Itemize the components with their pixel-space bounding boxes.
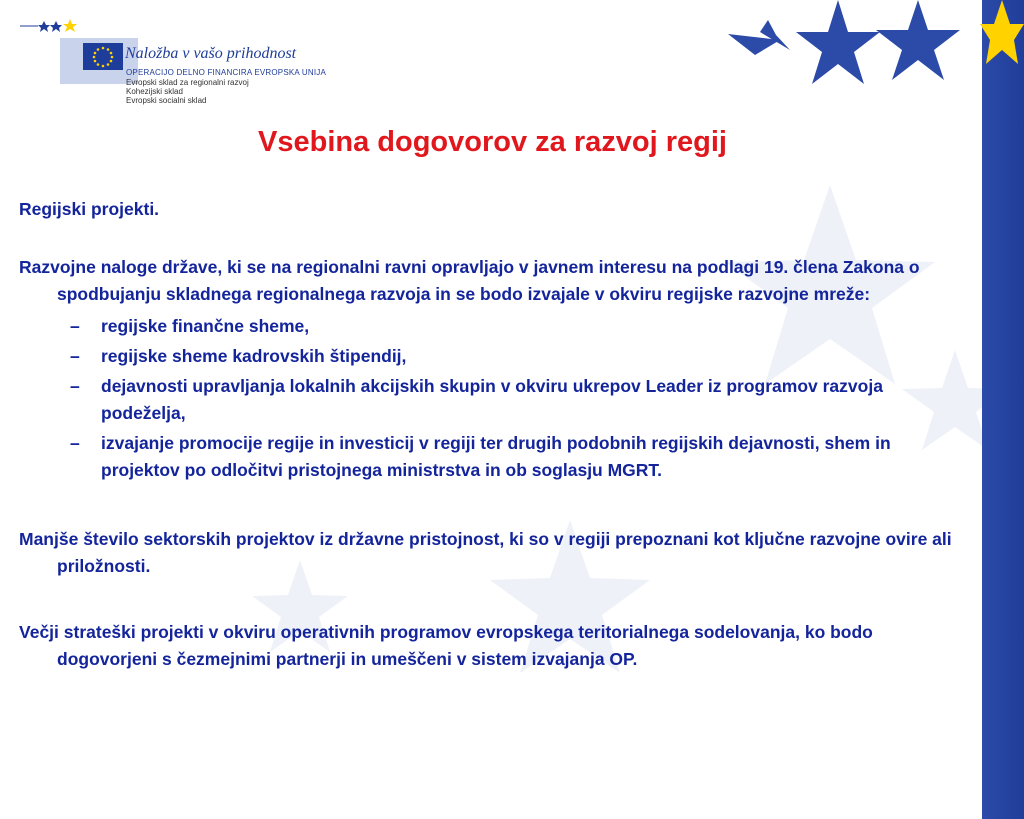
paragraph-2: Razvojne naloge države, ki se na regionalni ravni opravljajo v javnem interesu na podlagi 19. člena Zakona o spodbujanju skladnega regionalnega razvoja in se bodo izvajale v okviru regijske razvojne mreže: [19, 257, 920, 304]
dash-marker: – [70, 316, 80, 336]
yellow-star-icon [980, 0, 1024, 80]
list-item [19, 343, 969, 370]
list-item [19, 313, 969, 340]
dash-marker: – [70, 433, 80, 453]
list-item-text: regijske finančne sheme, [101, 316, 310, 336]
slide-title: Vsebina dogovorov za razvoj regij [258, 126, 727, 158]
logo-line-4: Evropski socialni sklad [126, 96, 207, 105]
slide-body [19, 196, 969, 673]
small-stars-icon [20, 18, 80, 34]
list-item-text: dejavnosti upravljanja lokalnih akcijskih skupin v okviru ukrepov Leader iz programov razvoja podeželja, [101, 376, 883, 423]
paragraph-4: Večji strateški projekti v okviru operativnih programov evropskega teritorialnega sodelovanja, ko bodo dogovorjeni s čezmejnimi partnerji in umeščeni v sistem izvajanja OP. [19, 622, 873, 669]
decorative-star-icon [720, 0, 1024, 110]
paragraph-3: Manjše število sektorskih projektov iz državne pristojnost, ki so v regiji prepoznani kot ključne razvojne ovire ali priložnosti. [19, 529, 952, 576]
bullet-list [19, 313, 969, 484]
logo-title: Naložba v vašo prihodnost [125, 45, 297, 62]
dash-marker: – [70, 346, 80, 366]
dash-marker: – [70, 376, 80, 396]
list-item [19, 430, 969, 484]
list-item-text: regijske sheme kadrovskih štipendij, [101, 346, 407, 366]
paragraph-1: Regijski projekti. [19, 199, 160, 219]
logo-line-2: Evropski sklad za regionalni razvoj [126, 78, 249, 87]
list-item-text: izvajanje promocije regije in investicij v regiji ter drugih podobnih regijskih dejavnosti, shem in projektov po odločitvi pristojnega ministrstva in ob soglasju MGRT. [101, 433, 891, 480]
eu-logo [20, 18, 330, 108]
right-blue-band [982, 0, 1024, 819]
eu-flag-icon [83, 43, 123, 70]
logo-line-3: Kohezijski sklad [126, 87, 183, 96]
list-item [19, 373, 969, 427]
logo-line-1: OPERACIJO DELNO FINANCIRA EVROPSKA UNIJA [126, 68, 327, 77]
